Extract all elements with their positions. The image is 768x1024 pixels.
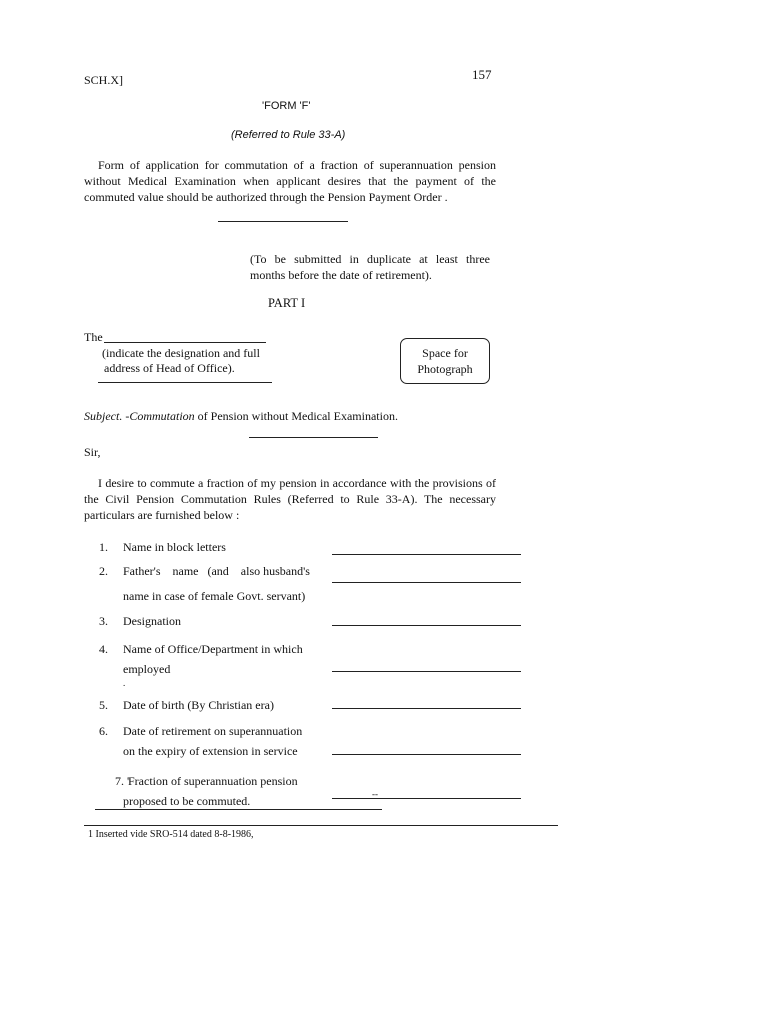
- item-number: 5.: [99, 698, 108, 712]
- form-title: 'FORM 'F': [262, 100, 311, 112]
- subject-line: [84, 409, 398, 424]
- fill-line-designation[interactable]: [332, 625, 521, 626]
- footnote: 1 Inserted vide SRO-514 dated 8-8-1986,: [88, 829, 254, 840]
- item-7-underline: [95, 809, 382, 810]
- body-paragraph: I desire to commute a fraction of my pension in accordance with the provisions of the Civil Pension Commutation Rules (Referred to Rule 33-A). The necessary particulars are furnished below :: [84, 476, 496, 522]
- item-number: 7. ': [115, 774, 130, 788]
- form-subtitle: (Referred to Rule 33-A): [231, 129, 346, 141]
- fill-line-date-of-birth[interactable]: [332, 708, 521, 709]
- item-number: 2.: [99, 564, 108, 578]
- addressee-label: The: [84, 330, 103, 344]
- fill-line-name[interactable]: [332, 554, 521, 555]
- addressee-hint-line2: address of Head of Office).: [104, 361, 235, 375]
- item-number: 1.: [99, 540, 108, 554]
- photo-box-line1: Space for: [422, 346, 468, 360]
- subject-text: of Pension without Medical Examination.: [194, 409, 398, 423]
- item-label-fraction: Fraction of superannuation pension: [128, 774, 298, 788]
- fill-line-retirement-date[interactable]: [332, 754, 521, 755]
- footnote-separator: [84, 825, 558, 826]
- part-heading: PART I: [268, 296, 306, 310]
- addressee-hint-line1: (indicate the designation and full: [102, 346, 260, 360]
- form-description: Form of application for commutation of a fraction of superannuation pension without Medical Examination when applicant desires that the payment of the commuted value should be authorized through the Pension Payment Order .: [84, 158, 496, 204]
- item-label-office-cont: employed: [123, 662, 171, 676]
- fill-line-fraction[interactable]: [332, 798, 521, 799]
- subject-divider-line: [249, 437, 378, 438]
- photograph-space-box: [400, 338, 490, 384]
- item-label-office: Name of Office/Department in which: [123, 642, 303, 656]
- schedule-reference: SCH.X]: [84, 73, 124, 87]
- item-label-date-of-birth: Date of birth (By Christian era): [123, 698, 274, 712]
- item-label-retirement-date: Date of retirement on superannuation: [123, 724, 303, 738]
- addressee-line: [104, 342, 266, 343]
- item-number: 6.: [99, 724, 108, 738]
- divider-line: [218, 221, 348, 222]
- item-label-father-name-cont: name in case of female Govt. servant): [123, 589, 306, 603]
- item-label-retirement-date-cont: on the expiry of extension in service: [123, 744, 298, 758]
- submission-note: (To be submitted in duplicate at least three months before the date of retirement).: [250, 252, 490, 282]
- salutation: Sir,: [84, 445, 101, 459]
- item-label-name: Name in block letters: [123, 540, 226, 554]
- fill-line-father-name[interactable]: [332, 582, 521, 583]
- fill-line-office[interactable]: [332, 671, 521, 672]
- stray-dot: .: [123, 678, 126, 688]
- item-number: 3.: [99, 614, 108, 628]
- addressee-address-line: [98, 382, 272, 383]
- item-label-fraction-cont: proposed to be commuted.: [123, 794, 251, 808]
- item-number: 4.: [99, 642, 108, 656]
- subject-label: Subject. -Commutation: [84, 409, 195, 423]
- item-label-designation: Designation: [123, 614, 181, 628]
- page-number: 157: [472, 67, 492, 82]
- stray-dash: --: [372, 789, 378, 799]
- item-label-father-name: Father's name (and also husband's: [123, 564, 310, 578]
- photo-box-line2: Photograph: [417, 362, 473, 376]
